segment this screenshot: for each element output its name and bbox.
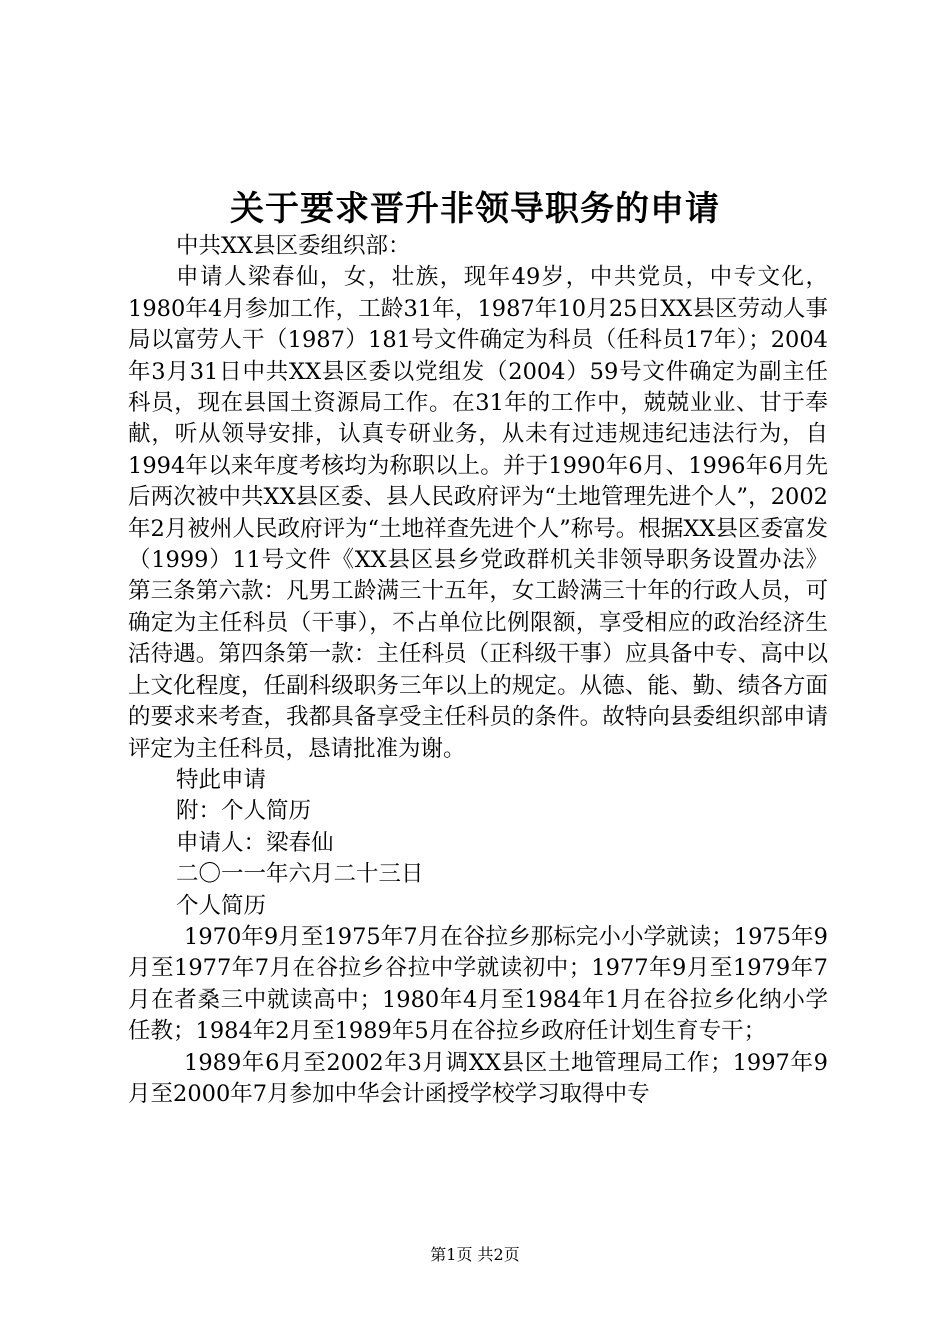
attachment-line: 附：个人简历 [176,798,312,825]
applicant-line: 申请人：梁春仙 [176,829,334,856]
page-footer: 第1页 共2页 [430,1245,520,1264]
resume-paragraph: 1989年6月至2002年3月调XX县区土地管理局工作；1997年9月至2000年7月参加中华会计函授学校学习取得中专 [128,1049,828,1107]
main-paragraph: 申请人梁春仙，女，壮族，现年49岁，中共党员，中专文化，1980年4月参加工作，工龄31年，1987年10月25日XX县区劳动人事局以富劳人干（1987）181号文件确定为科员（任科员17年）；2004年3月31日中共XX县区委以党组发（2004）59号文件确定为副主任科员，现在县国土资源局工作。在31年的工作中，兢兢业业、甘于奉献，听从领导安排，认真专研业务，从未有过违规违纪违法行为，自1994年以来年度考核均为称职以上。并于1990年6月、1996年6月先后两次被中共XX县区委、县人民政府评为“土地管理先进个人”，2002年2月被州人民政府评为“土地祥查先进个人”称号。根据XX县区委富发（1999）11号文件《XX县区县乡党政群机关非领导职务设置办法》第三条第六款：凡男工龄满三十五年，女工龄满三十年的行政人员，可确定为主任科员（干事），不占单位比例限额，享受相应的政治经济生活待遇。第四条第一款：主任科员（正科级干事）应具备中专、高中以上文化程度，任副科级职务三年以上的规定。从德、能、勤、绩各方面的要求来考查，我都具备享受主任科员的条件。故特向县委组织部申请评定为主任科员，恳请批准为谢。 [128,264,828,762]
date-line: 二〇一一年六月二十三日 [176,861,424,888]
resume-paragraph: 1970年9月至1975年7月在谷拉乡那标完小小学就读；1975年9月至1977年7月在谷拉乡谷拉中学就读初中；1977年9月至1979年7月在者桑三中就读高中；1980年4月至1984年1月在谷拉乡化纳小学任教；1984年2月至1989年5月在谷拉乡政府任计划生育专干； [128,923,828,1045]
document-title: 关于要求晋升非领导职务的申请 [230,189,720,229]
document-body [128,231,828,1110]
resume-heading: 个人简历 [176,892,267,919]
salutation: 中共XX县区委组织部： [176,233,411,259]
closing-line: 特此申请 [176,766,267,793]
